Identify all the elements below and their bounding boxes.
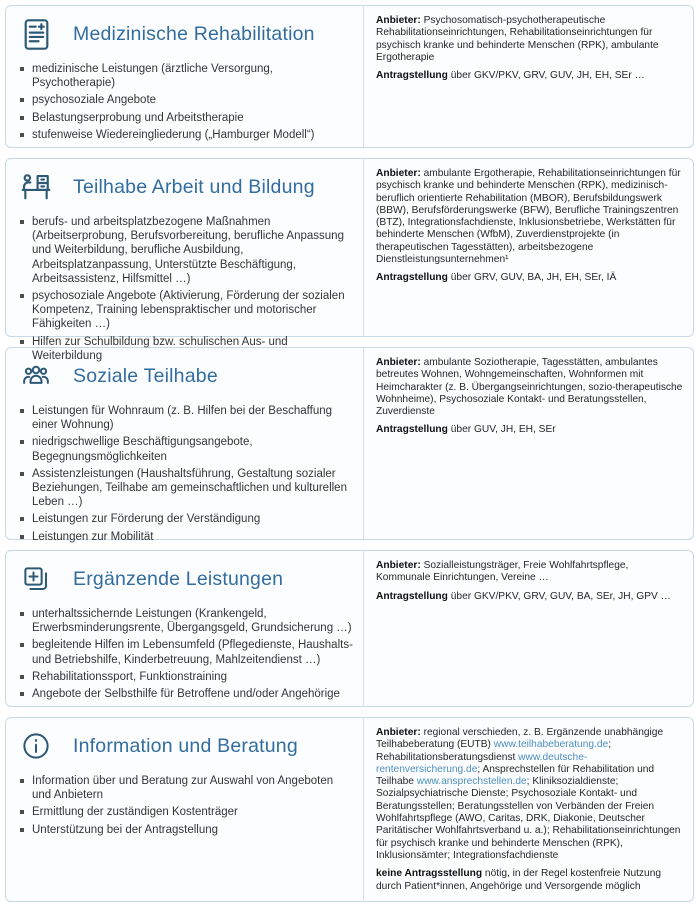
- list-item: Assistenzleistungen (Haushaltsführung, Gestaltung sozialer Beziehungen, Teilhabe am gemeinschaftlichen und kulturellen Leben …): [18, 467, 355, 510]
- provider-paragraph: [376, 560, 685, 585]
- section-right-column: [363, 6, 693, 147]
- provider-text: Sozialleistungsträger, Freie Wohlfahrtspflege, Kommunale Einrichtungen, Vereine …: [376, 560, 629, 584]
- provider-label: Anbieter:: [376, 560, 421, 571]
- provider-text: ambulante Soziotherapie, Tagesstätten, ambulantes betreutes Wohnen, Wohngemeinschaften, Wohnformen mit Heimcharakter (z. B. Übergangseinrichtungen, sozio-therapeutische Wohnheime), Psychosoziale Kontakt- und Beratungsstellen, Zuverdienste: [376, 357, 683, 418]
- section-header: [18, 725, 355, 767]
- list-item: unterhaltssichernde Leistungen (Krankengeld, Erwerbsminderungsrente, Übergangsgeld, Grundsicherung …): [18, 607, 355, 635]
- provider-paragraph: [376, 727, 685, 862]
- application-paragraph: [376, 868, 685, 893]
- provider-text-part: ; Kliniksozialdienste; Sozialpsychiatrische Dienste; Psychosoziale Kontakt- und Beratungsstellen; Beratungsstellen von Verbänden der Freien Wohlfahrtspflege (AWO, Caritas, DRK, Diakonie, Deutscher Paritätischer Wohlfahrtsverband u. a.); Rehabilitationseinrichtungen für psychisch kranke und behinderte Menschen (RPK), Inklusionsämter; Integrationsfachdienste: [376, 776, 681, 861]
- section-header: [18, 13, 355, 55]
- application-label: keine Antragsstellung: [376, 868, 483, 880]
- provider-paragraph: [376, 15, 685, 64]
- section-right-column: [363, 159, 693, 336]
- application-paragraph: [376, 424, 685, 436]
- application-text: über GKV/PKV, GRV, GUV, BA, SEr, JH, GPV …: [450, 590, 671, 602]
- list-item: berufs- und arbeitsplatzbezogene Maßnahmen (Arbeitserprobung, Berufsvorbereitung, berufliche Anpassung und Weiterbildung, berufliche Ausbildung, Arbeitsplatzanpassung, Unterstützte Beschäftigung, Arbeitsassistenz, Hilfsmittel …): [18, 215, 355, 286]
- teilhabeberatung-link[interactable]: www.teilhabeberatung.de: [493, 739, 609, 751]
- section-teilhabe-arbeit-und-bildung: [5, 158, 694, 362]
- list-item: stufenweise Wiedereingliederung („Hamburger Modell“): [18, 128, 355, 142]
- provider-paragraph: [376, 357, 685, 418]
- list-item: Hilfen zur Schulbildung bzw. schulischen Aus- und Weiterbildung: [18, 335, 355, 363]
- info-icon: [20, 731, 52, 761]
- provider-label: Anbieter:: [376, 15, 421, 26]
- section-left-column: [6, 348, 363, 543]
- ansprechstellen-link[interactable]: www.ansprechstellen.de: [416, 776, 527, 788]
- section-title: Soziale Teilhabe: [73, 364, 218, 387]
- section-right-column: [363, 551, 693, 706]
- list-item: psychosoziale Angebote (Aktivierung, Förderung der sozialen Kompetenz, Training lebenspraktischer und motorischer Fähigkeiten …): [18, 289, 355, 332]
- section-left-column: [6, 551, 363, 706]
- application-paragraph: [376, 272, 685, 284]
- workplace-desk-icon: [20, 171, 52, 203]
- list-item: Angebote der Selbsthilfe für Betroffene und/oder Angehörige: [18, 687, 355, 701]
- bullet-list: [18, 62, 355, 142]
- section-title: Ergänzende Leistungen: [73, 567, 284, 590]
- list-item: Leistungen zur Mobilität: [18, 530, 355, 544]
- section-left-column: [6, 718, 363, 901]
- medical-report-icon: [20, 18, 52, 51]
- bullet-list: [18, 774, 355, 837]
- bullet-list: [18, 215, 355, 363]
- application-paragraph: [376, 591, 685, 603]
- section-title: Teilhabe Arbeit und Bildung: [73, 175, 315, 198]
- application-text: nötig, in der Regel kostenfreie Nutzung durch Patient*innen, Angehörige und Versorgende möglich: [376, 868, 662, 892]
- list-item: Unterstützung bei der Antragstellung: [18, 823, 355, 837]
- application-text: über GUV, JH, EH, SEr: [450, 424, 556, 436]
- application-text: über GRV, GUV, BA, JH, EH, SEr, IÄ: [450, 272, 617, 284]
- application-label: Antragstellung: [376, 272, 448, 284]
- application-label: Antragstellung: [376, 424, 448, 436]
- provider-label: Anbieter:: [376, 727, 421, 738]
- section-right-column: [363, 718, 693, 901]
- people-group-icon: [20, 361, 52, 391]
- list-item: Information über und Beratung zur Auswahl von Angeboten und Anbietern: [18, 774, 355, 802]
- section-soziale-teilhabe: [5, 347, 694, 543]
- list-item: Belastungserprobung und Arbeitstherapie: [18, 111, 355, 125]
- section-left-column: [6, 6, 363, 147]
- application-text: über GKV/PKV, GRV, GUV, JH, EH, SEr …: [450, 70, 645, 82]
- section-information-und-beratung: [5, 717, 694, 902]
- section-medizinische-rehabilitation: [5, 5, 694, 148]
- list-item: Ermittlung der zuständigen Kostenträger: [18, 805, 355, 819]
- provider-text-part: ; Rehabilitationsberatungsdienst: [376, 739, 612, 763]
- provider-label: Anbieter:: [376, 168, 421, 179]
- section-header: [18, 558, 355, 600]
- provider-text: Psychosomatisch-psychotherapeutische Rehabilitationseinrichtungen, Rehabilitationseinrichtungen für psychisch kranke und behinderte Menschen (RPK), ambulante Ergotherapie: [376, 15, 659, 63]
- application-label: Antragstellung: [376, 70, 448, 82]
- section-title: Information und Beratung: [73, 734, 298, 757]
- list-item: medizinische Leistungen (ärztliche Versorgung, Psychotherapie): [18, 62, 355, 90]
- list-item: begleitende Hilfen im Lebensumfeld (Pflegedienste, Haushalts- und Betriebshilfe, Kinderbetreuung, Mahlzeitendienst …): [18, 638, 355, 666]
- add-document-icon: [20, 564, 52, 594]
- provider-text-part: ; Ansprechstellen für Rehabilitation und Teilhabe: [376, 763, 655, 788]
- bullet-list: [18, 607, 355, 701]
- rentenversicherung-link[interactable]: www.deutsche-rentenversicherung.de: [376, 751, 588, 775]
- list-item: Leistungen zur Förderung der Verständigung: [18, 512, 355, 526]
- section-title: Medizinische Rehabilitation: [73, 22, 315, 45]
- section-right-column: [363, 348, 693, 539]
- application-label: Antragstellung: [376, 590, 448, 602]
- section-ergaenzende-leistungen: [5, 550, 694, 707]
- list-item: niedrigschwellige Beschäftigungsangebote, Begegnungsmöglichkeiten: [18, 435, 355, 463]
- provider-paragraph: [376, 168, 685, 266]
- list-item: Leistungen für Wohnraum (z. B. Hilfen bei der Beschaffung einer Wohnung): [18, 404, 355, 432]
- bullet-list: [18, 404, 355, 544]
- provider-label: Anbieter:: [376, 357, 421, 368]
- section-header: [18, 166, 355, 208]
- application-paragraph: [376, 70, 685, 82]
- provider-text-part: regional verschieden, z. B. Ergänzende unabhängige Teilhabeberatung (EUTB): [376, 727, 664, 751]
- provider-text: ambulante Ergotherapie, Rehabilitationseinrichtungen für psychisch kranke und behinderte Menschen (RPK), medizinisch-beruflich orientierte Rehabilitation (MBOR), Berufsbildungswerk (BBW), Berufsförderungswerke (BFW), Berufliche Trainingszentren (BTZ), Integrationsfachdienste, Inklusionsbetriebe, Werkstätten für behinderte Menschen (WfbM), Zuverdienstprojekte (in therapeutischen Tagesstätten), arbeitsbezogene Dienstleistungsunternehmen¹: [376, 168, 681, 266]
- section-left-column: [6, 159, 363, 362]
- list-item: psychosoziale Angebote: [18, 93, 355, 107]
- list-item: Rehabilitationssport, Funktionstraining: [18, 670, 355, 684]
